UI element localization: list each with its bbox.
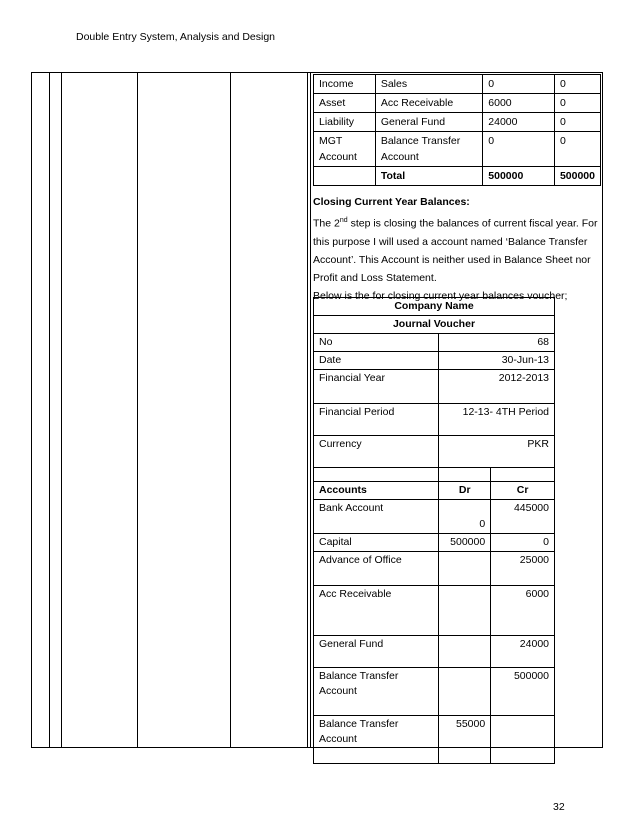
column-divider — [307, 72, 308, 748]
voucher-field-row — [314, 352, 555, 370]
entry-account: Capital — [314, 534, 439, 552]
page-header: Double Entry System, Analysis and Design — [76, 31, 276, 43]
para-text: step is closing the balances of current fiscal year. For this purpose I will used a account named ‘Balance Transfer Account’. This Account is neither used in Balance Sheet nor Profit and Loss Statement. — [313, 217, 598, 284]
table-total-row — [314, 167, 601, 186]
entry-cr: 445000 — [491, 500, 555, 534]
table-cell: 0 — [554, 132, 600, 167]
table-cell — [314, 167, 376, 186]
page-number: 32 — [553, 801, 565, 813]
entry-dr: 0 — [439, 500, 491, 534]
field-value: 30-Jun-13 — [439, 352, 555, 370]
entry-cr: 25000 — [491, 552, 555, 586]
column-divider — [310, 72, 311, 748]
voucher-entry-row — [314, 668, 555, 716]
entry-account: Balance Transfer Account — [314, 668, 439, 716]
field-value: 12-13- 4TH Period — [439, 404, 555, 436]
voucher-header-row — [314, 482, 555, 500]
total-label: Total — [375, 167, 482, 186]
table-cell: Income — [314, 75, 376, 94]
table-cell: Asset — [314, 94, 376, 113]
column-divider — [230, 72, 231, 748]
voucher-entry-row — [314, 500, 555, 534]
entry-cr: 500000 — [491, 668, 555, 716]
column-divider — [61, 72, 62, 748]
entry-account: General Fund — [314, 636, 439, 668]
header-cr: Cr — [491, 482, 555, 500]
table-cell: 0 — [554, 94, 600, 113]
section-heading: Closing Current Year Balances: — [313, 196, 470, 208]
entry-dr: 500000 — [439, 534, 491, 552]
table-row — [314, 94, 601, 113]
voucher-title: Journal Voucher — [314, 316, 555, 334]
table-cell: 6000 — [483, 94, 555, 113]
summary-table — [313, 74, 601, 186]
para-intro: Below is the for closing current year balances voucher; — [313, 289, 568, 302]
header-dr: Dr — [439, 482, 491, 500]
table-cell: Sales — [375, 75, 482, 94]
table-row — [314, 113, 601, 132]
header-accounts: Accounts — [314, 482, 439, 500]
voucher-field-row — [314, 404, 555, 436]
table-cell: 0 — [483, 132, 555, 167]
entry-cr — [491, 716, 555, 764]
voucher-field-row — [314, 334, 555, 352]
section-paragraph — [313, 212, 603, 305]
table-cell: 24000 — [483, 113, 555, 132]
table-cell: MGT Account — [314, 132, 376, 167]
column-divider — [137, 72, 138, 748]
para-superscript: nd — [339, 217, 348, 224]
table-cell: 0 — [554, 75, 600, 94]
entry-cr: 6000 — [491, 586, 555, 636]
entry-dr — [439, 668, 491, 716]
voucher-field-row — [314, 370, 555, 404]
column-divider — [49, 72, 50, 748]
voucher-field-row — [314, 436, 555, 468]
table-row — [314, 132, 601, 167]
voucher-entry-row — [314, 586, 555, 636]
field-label: Date — [314, 352, 439, 370]
table-cell: 0 — [554, 113, 600, 132]
voucher-entry-row — [314, 636, 555, 668]
para-text: The 2 — [313, 217, 340, 230]
entry-account: Acc Receivable — [314, 586, 439, 636]
table-row — [314, 75, 601, 94]
entry-dr — [439, 586, 491, 636]
entry-cr: 0 — [491, 534, 555, 552]
voucher-entry-row — [314, 534, 555, 552]
entry-account: Bank Account — [314, 500, 439, 534]
total-dr: 500000 — [483, 167, 555, 186]
entry-dr — [439, 552, 491, 586]
field-value: 2012-2013 — [439, 370, 555, 404]
field-label: Financial Year — [314, 370, 439, 404]
voucher-entry-row — [314, 552, 555, 586]
voucher-entry-row — [314, 716, 555, 764]
table-cell: Balance Transfer Account — [375, 132, 482, 167]
entry-account: Advance of Office — [314, 552, 439, 586]
entry-dr — [439, 636, 491, 668]
entry-dr: 55000 — [439, 716, 491, 764]
total-cr: 500000 — [554, 167, 600, 186]
entry-account: Balance Transfer Account — [314, 716, 439, 764]
table-cell: Liability — [314, 113, 376, 132]
field-value: 68 — [439, 334, 555, 352]
voucher-company: Company Name — [314, 298, 555, 316]
journal-voucher-table — [313, 297, 555, 764]
field-label: Financial Period — [314, 404, 439, 436]
entry-cr: 24000 — [491, 636, 555, 668]
field-label: Currency — [314, 436, 439, 468]
table-cell: 0 — [483, 75, 555, 94]
field-value: PKR — [439, 436, 555, 468]
table-cell: Acc Receivable — [375, 94, 482, 113]
spacer-row — [314, 468, 555, 482]
field-label: No — [314, 334, 439, 352]
table-cell: General Fund — [375, 113, 482, 132]
